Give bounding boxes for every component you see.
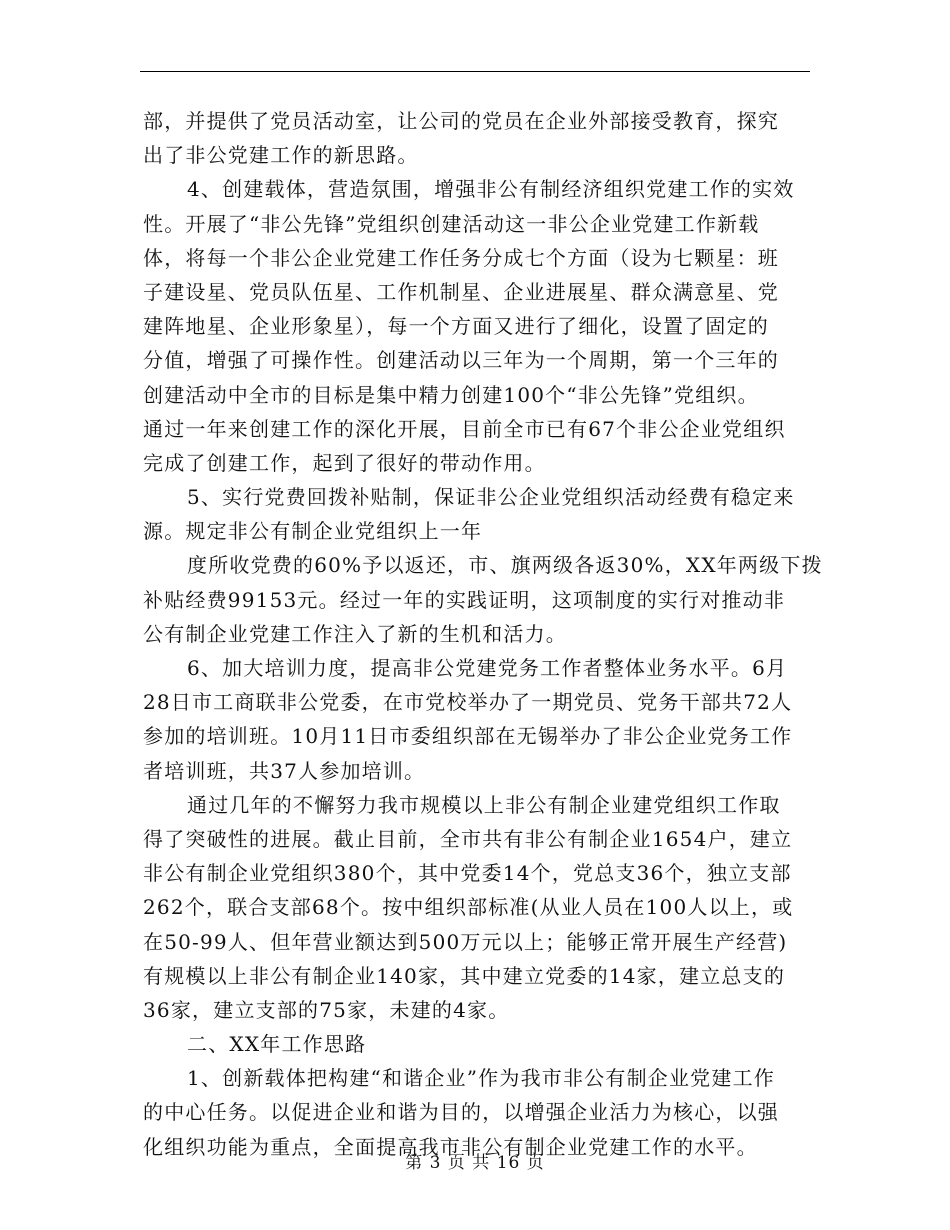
text-line: 建阵地星、企业形象星），每一个方面又进行了细化，设置了固定的 [143,314,769,339]
text-line: 子建设星、党员队伍星、工作机制星、企业进展星、群众满意星、党 [143,279,779,304]
text-line: 36家，建立支部的75家，未建的4家。 [143,997,510,1022]
text-line: 在50-99人、但年营业额达到500万元以上；能够正常开展生产经营) [143,929,788,954]
text-line: 二、XX年工作思路 [187,1032,367,1057]
text-line: 分值，增强了可操作性。创建活动以三年为一个周期，第一个三年的 [143,348,779,373]
text-line: 参加的培训班。10月11日市委组织部在无锡举办了非公企业党务工作 [143,724,793,749]
text-line: 源。规定非公有制企业党组织上一年 [143,519,483,544]
text-line: 通过几年的不懈努力我市规模以上非公有制企业建党组织工作取 [187,792,781,817]
header-rule [140,71,810,72]
text-line: 6、加大培训力度，提高非公党建党务工作者整体业务水平。6月 [187,656,788,680]
text-line: 创建活动中全市的目标是集中精力创建100个“非公先锋”党组织。 [143,382,759,407]
text-line: 性。开展了“非公先锋”党组织创建活动这一非公企业党建工作新载 [143,211,760,236]
text-line: 体，将每一个非公企业党建工作任务分成七个方面（设为七颗星：班 [143,245,779,270]
text-line: 完成了创建工作，起到了很好的带动作用。 [143,450,546,475]
text-line: 的中心任务。以促进企业和谐为目的，以增强企业活力为核心，以强 [143,1100,779,1125]
text-line: 非公有制企业党组织380个，其中党委14个，党总支36个，独立支部 [143,861,792,886]
text-line: 28日市工商联非公党委，在市党校举办了一期党员、党务干部共72人 [143,690,793,715]
text-line: 公有制企业党建工作注入了新的生机和活力。 [143,621,567,646]
body-text [143,104,823,1164]
text-line: 部，并提供了党员活动室，让公司的党员在企业外部接受教育，探究 [143,109,779,133]
text-line: 出了非公党建工作的新思路。 [143,143,419,168]
text-line: 262个，联合支部68个。按中组织部标准(从业人员在100人以上，或 [143,895,794,920]
text-line: 者培训班，共37人参加培训。 [143,758,426,783]
text-line: 补贴经费99153元。经过一年的实践证明，这项制度的实行对推动非 [143,587,786,612]
text-line: 得了突破性的进展。截止目前，全市共有非公有制企业1654户，建立 [143,826,793,851]
text-line: 化组织功能为重点，全面提高我市非公有制企业党建工作的水平。 [143,1134,758,1159]
text-line: 通过一年来创建工作的深化开展，目前全市已有67个非公企业党组织 [143,416,786,441]
page-number-footer: 第 3 页 共 16 页 [405,1153,545,1173]
text-line: 5、实行党费回拨补贴制，保证非公企业党组织活动经费有稳定来 [187,485,795,510]
text-line: 有规模以上非公有制企业140家，其中建立党委的14家，建立总支的 [143,963,786,988]
text-line: 1、创新载体把构建“和谐企业”作为我市非公有制企业党建工作 [187,1066,775,1091]
text-line: 度所收党费的60%予以返还，市、旗两级各返30%，XX年两级下拨 [187,553,823,578]
text-line: 4、创建载体，营造氛围，增强非公有制经济组织党建工作的实效 [187,177,795,202]
